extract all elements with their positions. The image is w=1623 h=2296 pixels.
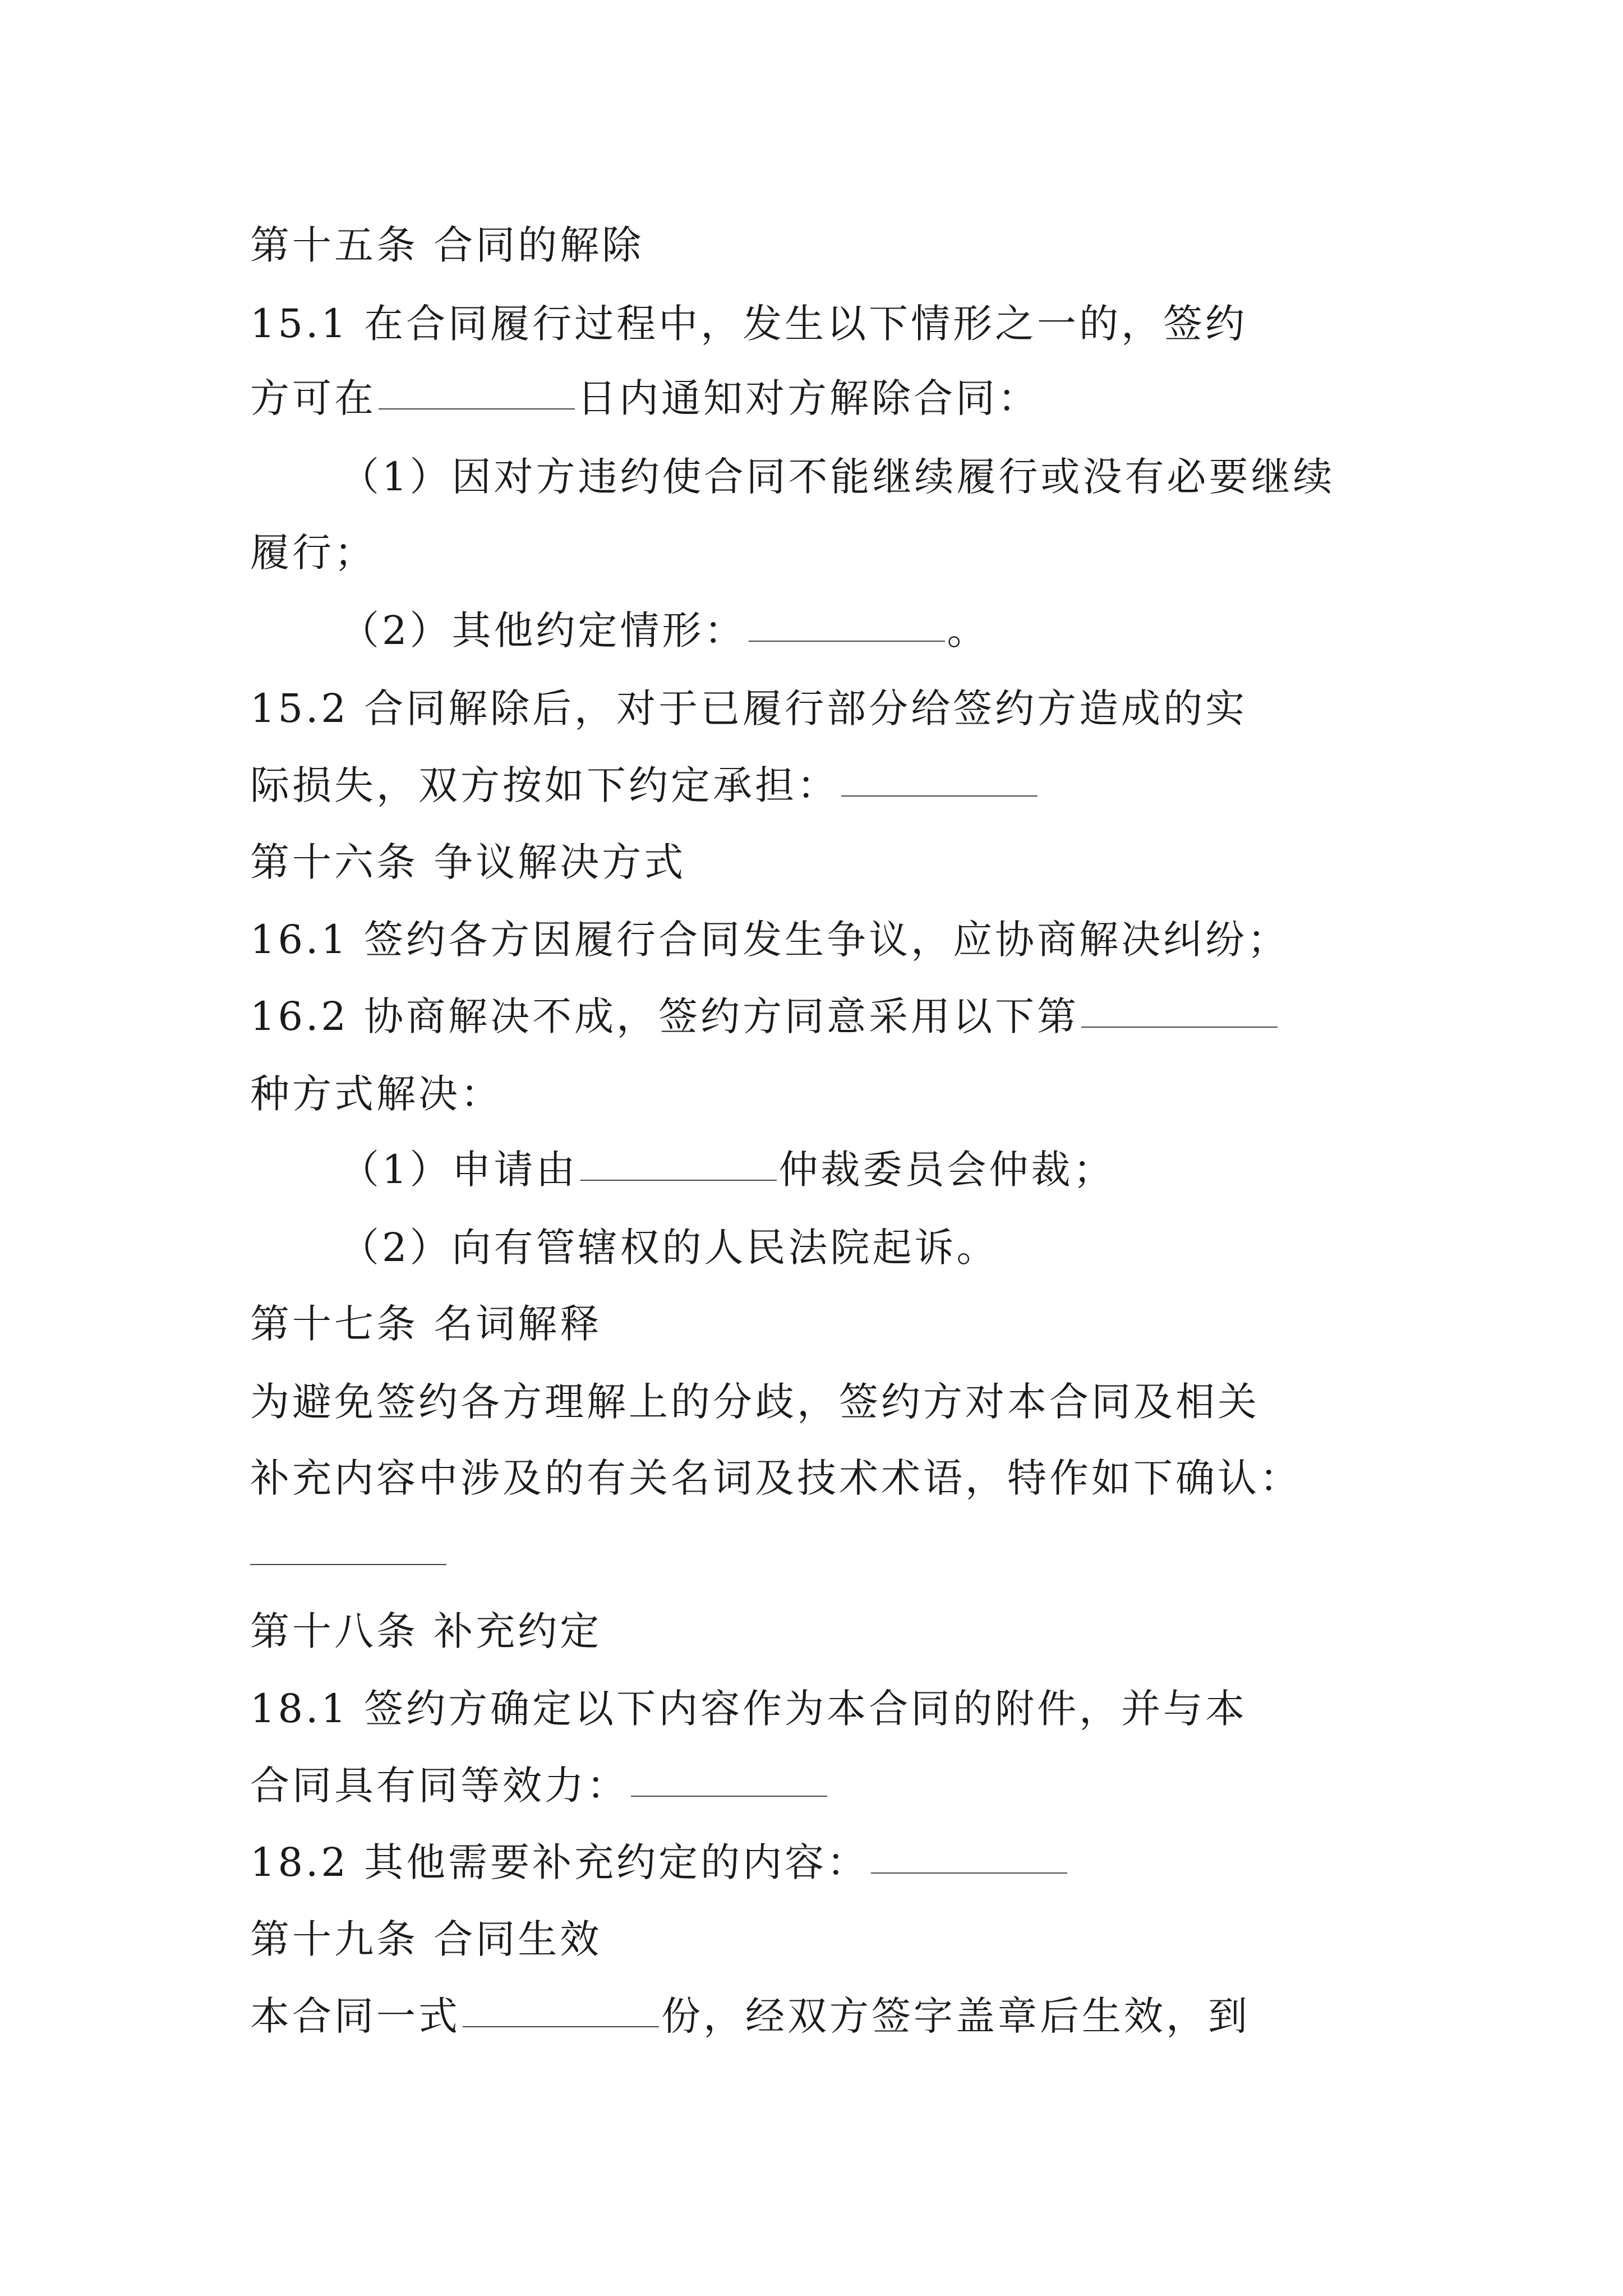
fill-blank-other-supplements[interactable] [871, 1872, 1067, 1874]
fill-blank-days[interactable] [379, 408, 575, 409]
clause-16-1: 16.1 签约各方因履行合同发生争议，应协商解决纠纷； [250, 917, 1290, 963]
fill-blank-other-situations[interactable] [749, 640, 945, 642]
clause-15-1-item-1-line-2: 履行； [250, 530, 376, 576]
clause-17-line-2: 补充内容中涉及的有关名词及技术术语，特作如下确认： [250, 1455, 1302, 1501]
fill-blank-attachments[interactable] [631, 1795, 827, 1797]
clause-16-2-line-1: 16.2 协商解决不成，签约方同意采用以下第 [250, 988, 1280, 1045]
article-18-heading: 第十八条 补充约定 [250, 1608, 602, 1654]
clause-15-1-line-2: 方可在 日内通知对方解除合同： [250, 375, 1040, 421]
clause-16-2-item-1: （1）申请由 仲裁委员会仲裁； [340, 1147, 1115, 1193]
article-16-heading: 第十六条 争议解决方式 [250, 839, 686, 885]
fill-blank-copies[interactable] [463, 2026, 659, 2027]
clause-18-2: 18.2 其他需要补充约定的内容： [250, 1834, 1069, 1890]
article-19-heading: 第十九条 合同生效 [250, 1916, 602, 1962]
clause-19-line-1: 本合同一式 份，经双方签字盖章后生效，到 [250, 1993, 1250, 2039]
clause-17-line-1: 为避免签约各方理解上的分歧，签约方对本合同及相关 [250, 1379, 1260, 1425]
clause-15-1-item-2: （2）其他约定情形： 。 [340, 608, 989, 654]
clause-15-1-line-1: 15.1 在合同履行过程中，发生以下情形之一的，签约 [250, 301, 1248, 347]
clause-18-1-line-1: 18.1 签约方确定以下内容作为本合同的附件，并与本 [250, 1686, 1248, 1732]
fill-blank-loss-agreement[interactable] [841, 795, 1038, 797]
clause-15-2-line-2: 际损失，双方按如下约定承担： [250, 757, 1040, 813]
clause-16-2-line-2: 种方式解决： [250, 1071, 502, 1117]
clause-16-2-item-2: （2）向有管辖权的人民法院起诉。 [340, 1225, 999, 1271]
clause-15-1-item-1-line-1: （1）因对方违约使合同不能继续履行或没有必要继续 [340, 454, 1335, 500]
fill-blank-arbitration-committee[interactable] [580, 1179, 777, 1181]
article-15-heading: 第十五条 合同的解除 [250, 222, 644, 268]
article-17-heading: 第十七条 名词解释 [250, 1301, 602, 1347]
clause-17-line-3 [250, 1526, 449, 1582]
clause-15-2-line-1: 15.2 合同解除后，对于已履行部分给签约方造成的实 [250, 685, 1248, 731]
clause-18-1-line-2: 合同具有同等效力： [250, 1757, 829, 1814]
fill-blank-terms-definition[interactable] [250, 1563, 446, 1565]
fill-blank-method-number[interactable] [1081, 1026, 1278, 1028]
